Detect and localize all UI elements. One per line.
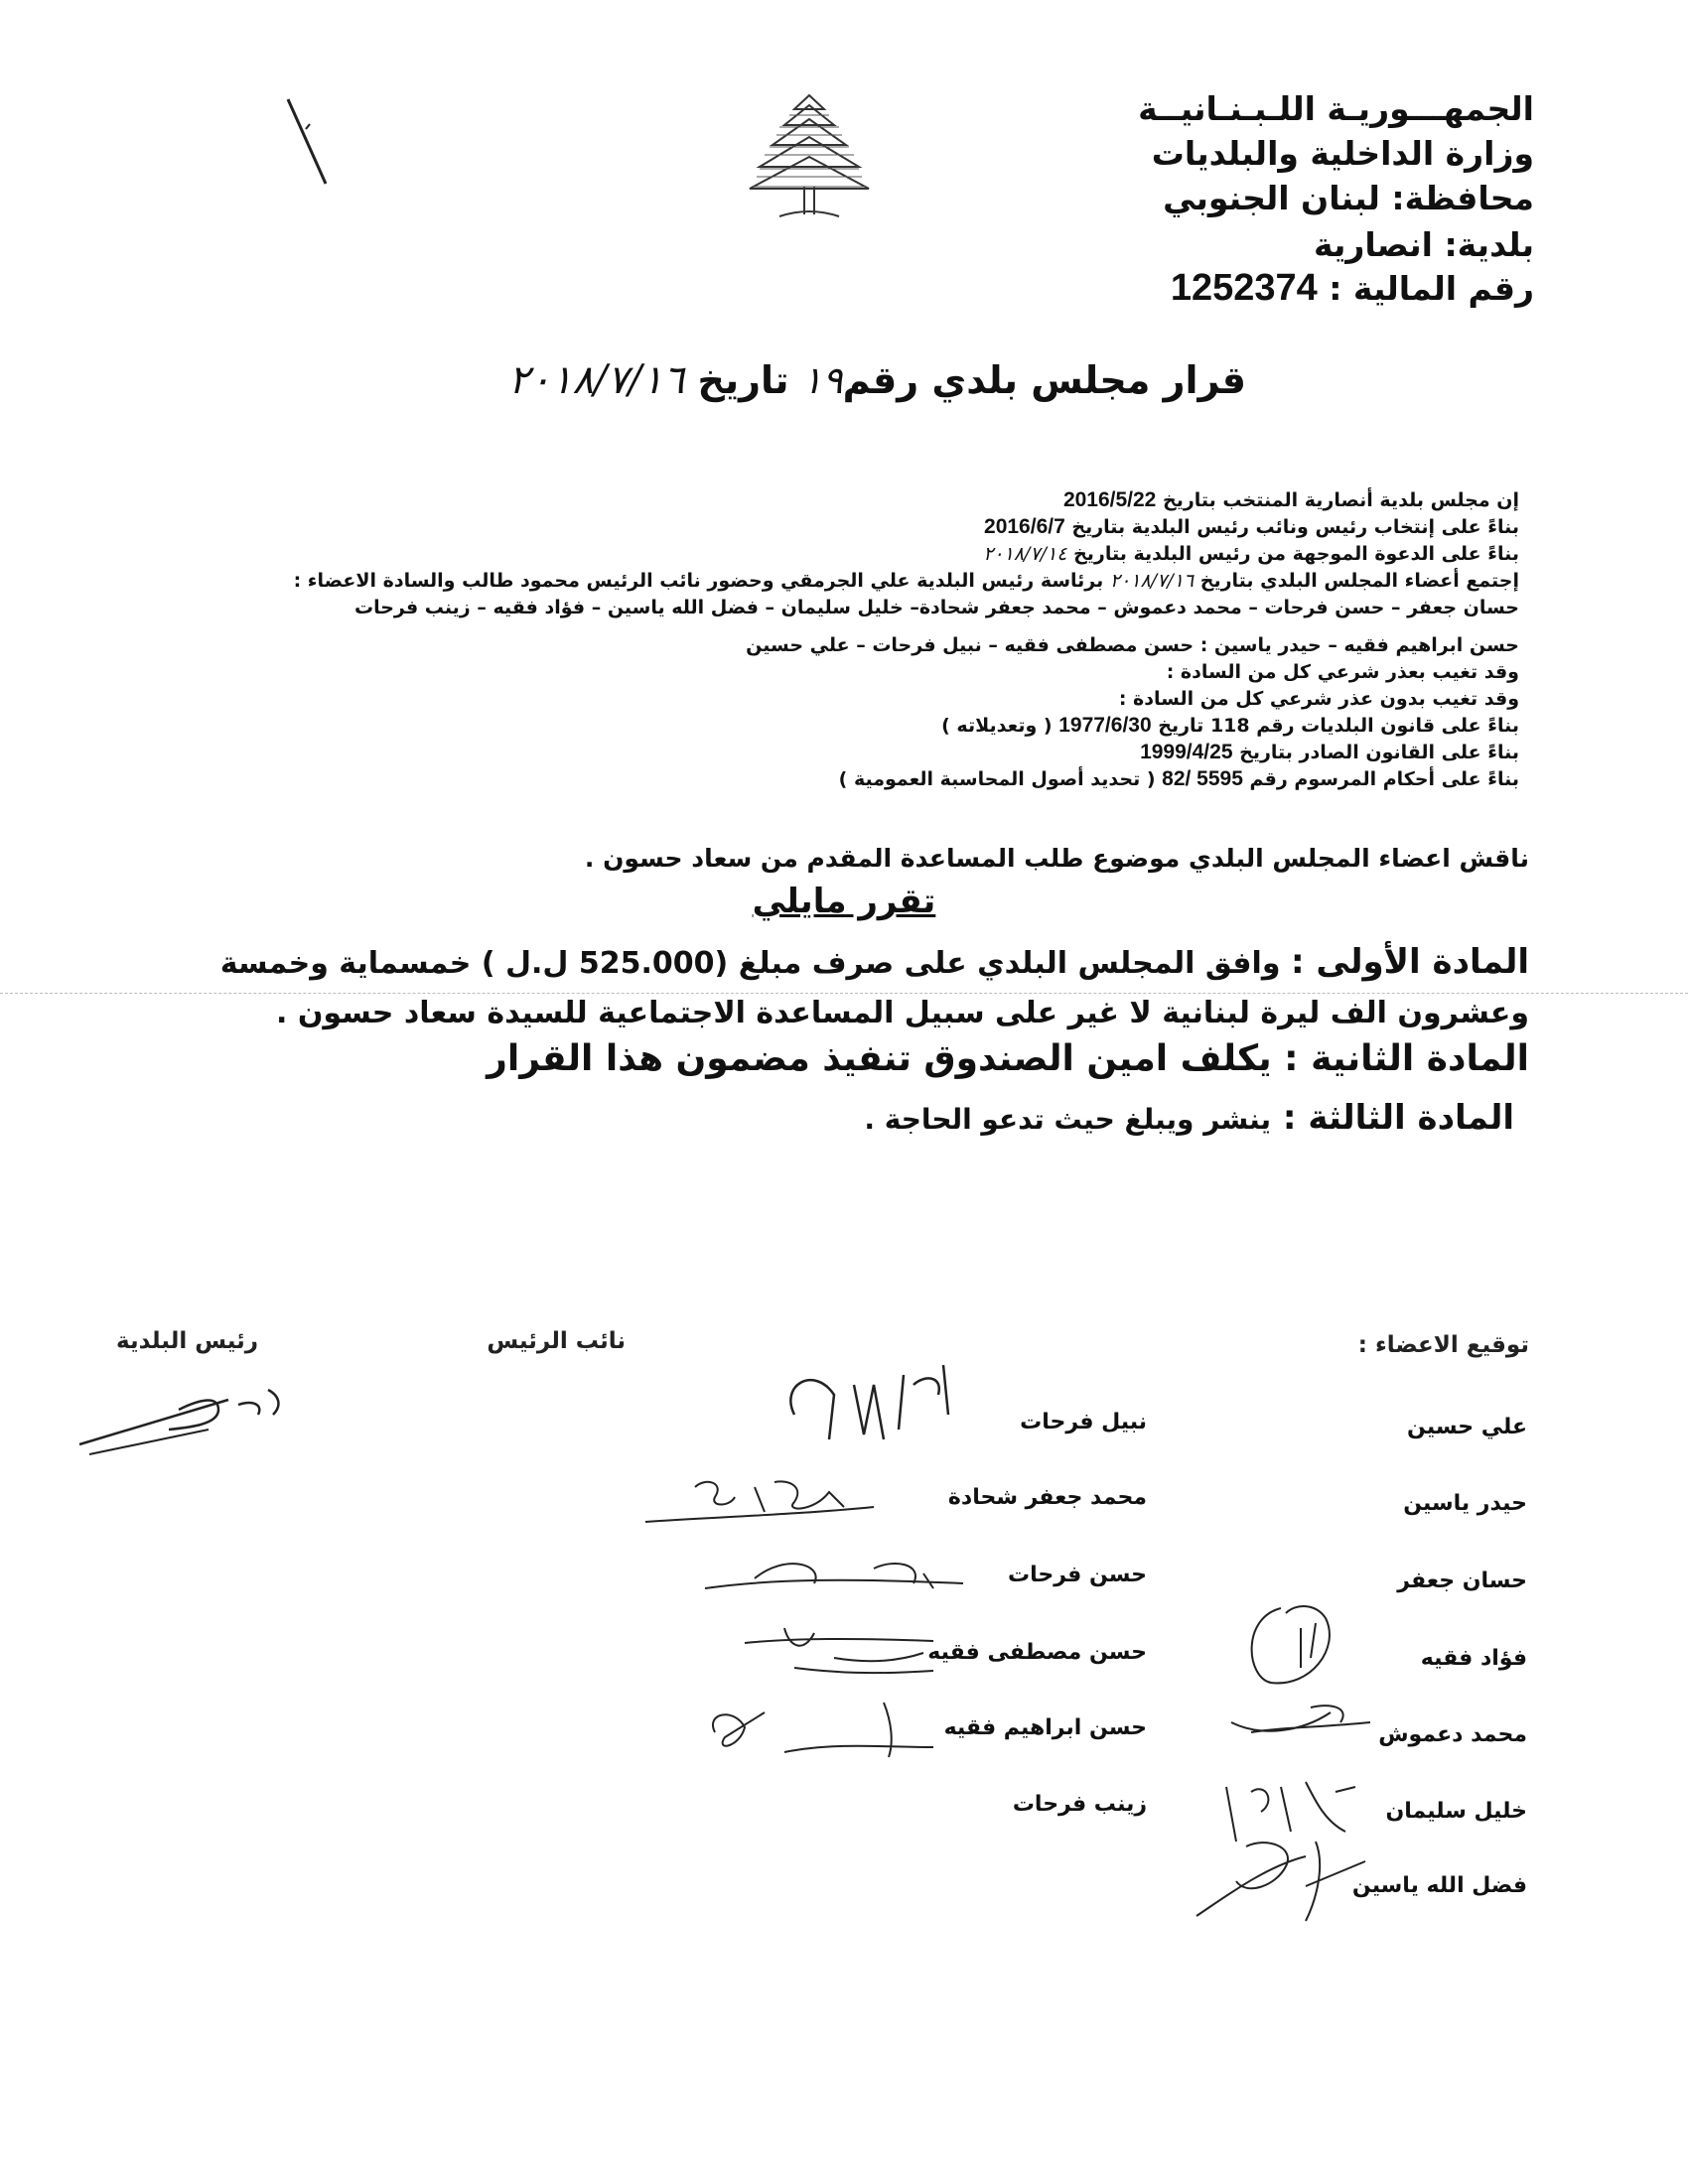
preamble-text: برئاسة رئيس البلدية علي الجرمقي وحضور نائب الرئيس محمود طالب والسادة الاعضاء :	[293, 570, 1104, 592]
preamble-text: بناءً على القانون الصادر بتاريخ	[1239, 742, 1519, 763]
member-name: فؤاد فقيه	[1420, 1646, 1527, 1671]
finance-label: رقم المالية :	[1329, 269, 1534, 308]
preamble-line-8: وقد تغيب بدون عذر شرعي كل من السادة :	[1118, 688, 1519, 710]
preamble-date: 2016/6/7	[984, 515, 1065, 538]
mayor-signature-label: رئيس البلدية	[116, 1328, 258, 1354]
article-1-label: المادة الأولى :	[1290, 942, 1529, 982]
decision-date-handwritten: ٢٠١٨/٧/١٦	[507, 357, 685, 403]
article-2	[487, 1038, 1529, 1079]
preamble-date: 2016/5/22	[1062, 488, 1157, 511]
member-signature	[1187, 1827, 1405, 1936]
preamble-text: بناءً على أحكام المرسوم رقم	[1249, 768, 1519, 790]
member-name: حسن مصطفى فقيه	[927, 1640, 1147, 1665]
member-name: حيدر ياسين	[1403, 1491, 1527, 1516]
article-3-text: ينشر ويبلغ حيث تدعو الحاجة .	[864, 1103, 1272, 1136]
header-finance	[1171, 266, 1534, 311]
preamble-text: ( تحديد أصول المحاسبة العمومية )	[838, 768, 1156, 790]
article-3	[864, 1098, 1514, 1138]
member-signature	[735, 1613, 953, 1693]
member-name: محمد دعموش	[1378, 1722, 1527, 1747]
preamble-line-4	[294, 569, 1519, 593]
decree-number: 5595 /82	[1162, 767, 1243, 790]
preamble-date: 1999/4/25	[1140, 741, 1233, 763]
article-2-label: المادة الثانية :	[1284, 1038, 1529, 1079]
article-1-text: وافق المجلس البلدي على صرف مبلغ (525.000 ل.ل ) خمسماية وخمسة وعشرون الف ليرة لبنانية لا غير على سبيل المساعدة الاجتماعية للسيدة سعاد حسون .	[219, 946, 1529, 1030]
preamble-text: بناءً على قانون البلديات رقم 118 تاريخ	[1158, 715, 1519, 737]
member-name: زينب فرحات	[1012, 1792, 1147, 1817]
preamble-line-7: وقد تغيب بعذر شرعي كل من السادة :	[1166, 661, 1519, 683]
deputy-signature-label: نائب الرئيس	[487, 1328, 626, 1354]
preamble-line-6: حسن ابراهيم فقيه – حيدر ياسين : حسن مصطفى فقيه – نبيل فرحات – علي حسين	[746, 634, 1519, 656]
preamble-text: إن مجلس بلدية أنصارية المنتخب بتاريخ	[1163, 489, 1519, 511]
preamble-date-handwritten: ٢٠١٨/٧/١٤	[983, 543, 1067, 565]
preamble-date-handwritten: ٢٠١٨/٧/١٦	[1109, 570, 1195, 592]
article-3-label: المادة الثالثة :	[1282, 1098, 1514, 1138]
member-signature	[1211, 1693, 1390, 1752]
header-republic: الجمهـــوريـة اللـبـنـانيــة	[1138, 89, 1534, 128]
header-ministry: وزارة الداخلية والبلديات	[1151, 134, 1534, 173]
preamble-line-10	[1140, 741, 1519, 764]
decision-title	[508, 357, 1246, 403]
member-signature	[1231, 1588, 1370, 1707]
member-name: حسن فرحات	[1007, 1563, 1147, 1587]
decides-heading	[0, 882, 1688, 921]
header-governorate: محافظة: لبنان الجنوبي	[1163, 179, 1534, 217]
article-1	[99, 937, 1529, 1038]
decision-title-text: قرار مجلس بلدي رقم	[842, 358, 1246, 402]
cedar-emblem-icon	[735, 87, 884, 226]
article-2-text: يكلف امين الصندوق تنفيذ مضمون هذا القرار	[487, 1038, 1272, 1079]
header-municipality: بلدية: انصارية	[1313, 225, 1534, 264]
preamble-line-5: حسان جعفر – حسن فرحات – محمد دعموش – محمد جعفر شحادة– خليل سليمان – فضل الله ياسين – فؤاد فقيه – زينب فرحات	[354, 597, 1519, 618]
decision-number-handwritten: ١٩	[801, 358, 843, 402]
preamble-text: بناءً على إنتخاب رئيس ونائب رئيس البلدية بتاريخ	[1071, 516, 1519, 538]
preamble-line-2	[984, 515, 1519, 539]
preamble-line-1	[1063, 488, 1519, 512]
members-signature-label: توقيع الاعضاء :	[1357, 1332, 1529, 1358]
preamble-line-9	[941, 714, 1519, 738]
preamble-text: بناءً على الدعوة الموجهة من رئيس البلدية بتاريخ	[1073, 543, 1519, 565]
member-name: فضل الله ياسين	[1351, 1873, 1527, 1898]
finance-number: 1252374	[1170, 267, 1318, 309]
decides-text: تقرر مايلي	[752, 882, 936, 921]
preamble-date: 1977/6/30	[1058, 714, 1152, 737]
member-signature	[695, 1693, 953, 1772]
preamble-text: إجتمع أعضاء المجلس البلدي بتاريخ	[1199, 570, 1519, 592]
member-signature	[695, 1544, 973, 1613]
member-signature	[774, 1345, 973, 1454]
mayor-signature	[70, 1370, 328, 1469]
pen-stroke-mark	[278, 94, 338, 194]
member-name: نبيل فرحات	[1020, 1410, 1147, 1434]
decision-date-label: تاريخ	[697, 358, 789, 402]
member-name: محمد جعفر شحادة	[947, 1485, 1147, 1510]
member-name: علي حسين	[1407, 1415, 1527, 1439]
preamble-line-3	[983, 542, 1519, 566]
discussion-statement: ناقش اعضاء المجلس البلدي موضوع طلب المساعدة المقدم من سعاد حسون .	[584, 844, 1529, 873]
member-name: خليل سليمان	[1385, 1799, 1527, 1824]
member-signature	[635, 1467, 884, 1537]
member-name: حسان جعفر	[1397, 1569, 1527, 1593]
preamble-line-11	[839, 767, 1519, 791]
member-name: حسن ابراهيم فقيه	[943, 1715, 1147, 1740]
preamble-text: ( وتعديلاته )	[941, 715, 1053, 737]
